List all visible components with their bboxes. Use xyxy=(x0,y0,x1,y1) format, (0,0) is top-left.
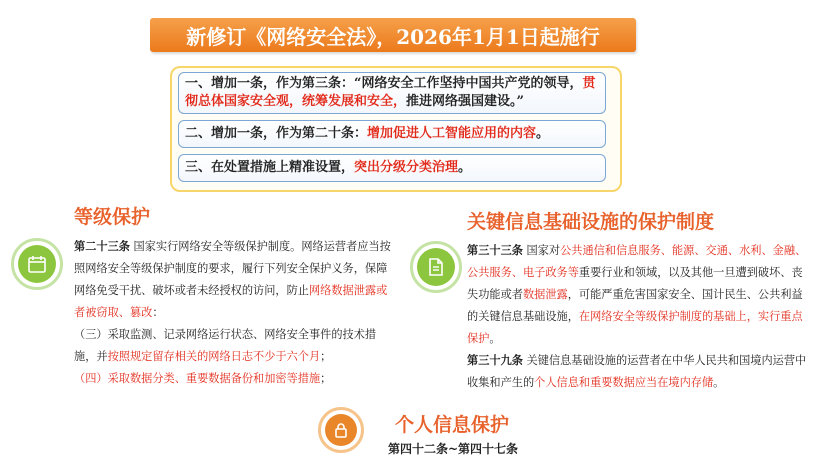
article-33-highlight-2: 数据泄露 xyxy=(522,288,568,301)
article-33-text-4: 。 xyxy=(489,332,501,345)
amendment-2-prefix: 二、增加一条，作为第二十条： xyxy=(185,126,368,141)
article-23-text-end: ： xyxy=(152,306,164,319)
amendment-2-suffix: 。 xyxy=(536,126,550,141)
article-39-text-2: 。 xyxy=(713,376,725,389)
amendment-1-prefix: 一、增加一条，作为第三条：“网络安全工作坚持中国共产党的领导， xyxy=(185,76,583,91)
article-33-highlight-3: 在网络安全等级保护制度的基础上，实行重点保护 xyxy=(467,310,803,345)
article-39-label: 第三十九条 xyxy=(467,354,523,367)
calendar-icon xyxy=(11,238,63,290)
amendment-2-highlight: 增加促进人工智能应用的内容 xyxy=(367,126,537,141)
item-4-highlight: （四）采取数据分类、重要数据备份和加密等措施 xyxy=(74,372,321,385)
item-3-end: ； xyxy=(320,350,332,363)
article-33-text-2: 重要行业和领域，以及其他一旦遭到破坏、丧失功能或者 xyxy=(467,266,803,301)
amendment-1-highlight: 贯彻总体国家安全观，统筹发展和安全， xyxy=(185,76,596,109)
article-33-label: 第三十三条 xyxy=(467,244,523,257)
article-33-text-3: ，可能严重危害国家安全、国计民生、公共利益的关键信息基础设施， xyxy=(467,288,803,323)
article-33-text-1: 国家对 xyxy=(522,244,561,257)
document-icon xyxy=(410,241,462,293)
item-4-end: ； xyxy=(320,372,332,385)
article-39-highlight: 个人信息和重要数据应当在境内存储 xyxy=(534,376,714,389)
level-protection-text xyxy=(74,236,392,390)
amendment-1 xyxy=(178,72,606,114)
level-protection-title: 等级保护 xyxy=(74,206,151,228)
infrastructure-title: 关键信息基础设施的保护制度 xyxy=(467,211,715,233)
amendment-1-suffix: 推进网络强国建设。” xyxy=(406,94,524,109)
amendment-3-highlight: 突出分级分类治理 xyxy=(354,160,459,175)
page-banner xyxy=(150,18,636,52)
amendment-3 xyxy=(178,154,606,182)
lock-icon xyxy=(318,407,364,453)
personal-info-title: 个人信息保护 xyxy=(395,414,510,436)
personal-info-subtitle: 第四十二条~第四十七条 xyxy=(388,442,519,456)
item-3-text: （三）采取监测、记录网络运行状态、网络安全事件的技术措施，并 xyxy=(74,328,377,363)
article-23-highlight: 网络数据泄露或者被窃取、篡改 xyxy=(74,284,388,319)
item-3-highlight: 按照规定留存相关的网络日志不少于六个月 xyxy=(107,350,321,363)
amendment-3-suffix: 。 xyxy=(458,160,472,175)
article-39-text-1: 关键信息基础设施的运营者在中华人民共和国境内运营中收集和产生的 xyxy=(467,354,807,389)
article-33-highlight-1: 公共通信和信息服务、能源、交通、水利、金融、公共服务、电子政务等 xyxy=(467,244,807,279)
amendment-3-prefix: 三、在处置措施上精准设置， xyxy=(185,160,355,175)
amendments-panel xyxy=(170,66,622,192)
article-23-text: 国家实行网络安全等级保护制度。网络运营者应当按照网络安全等级保护制度的要求，履行下列安全保护义务，保障网络免受干扰、破坏或者未经授权的访问，防止 xyxy=(74,240,391,297)
infrastructure-text xyxy=(467,240,812,394)
article-23-label: 第二十三条 xyxy=(74,240,130,253)
banner-title: 新修订《网络安全法》，2026年1月1日起施行 xyxy=(186,24,600,49)
amendment-2 xyxy=(178,120,606,148)
